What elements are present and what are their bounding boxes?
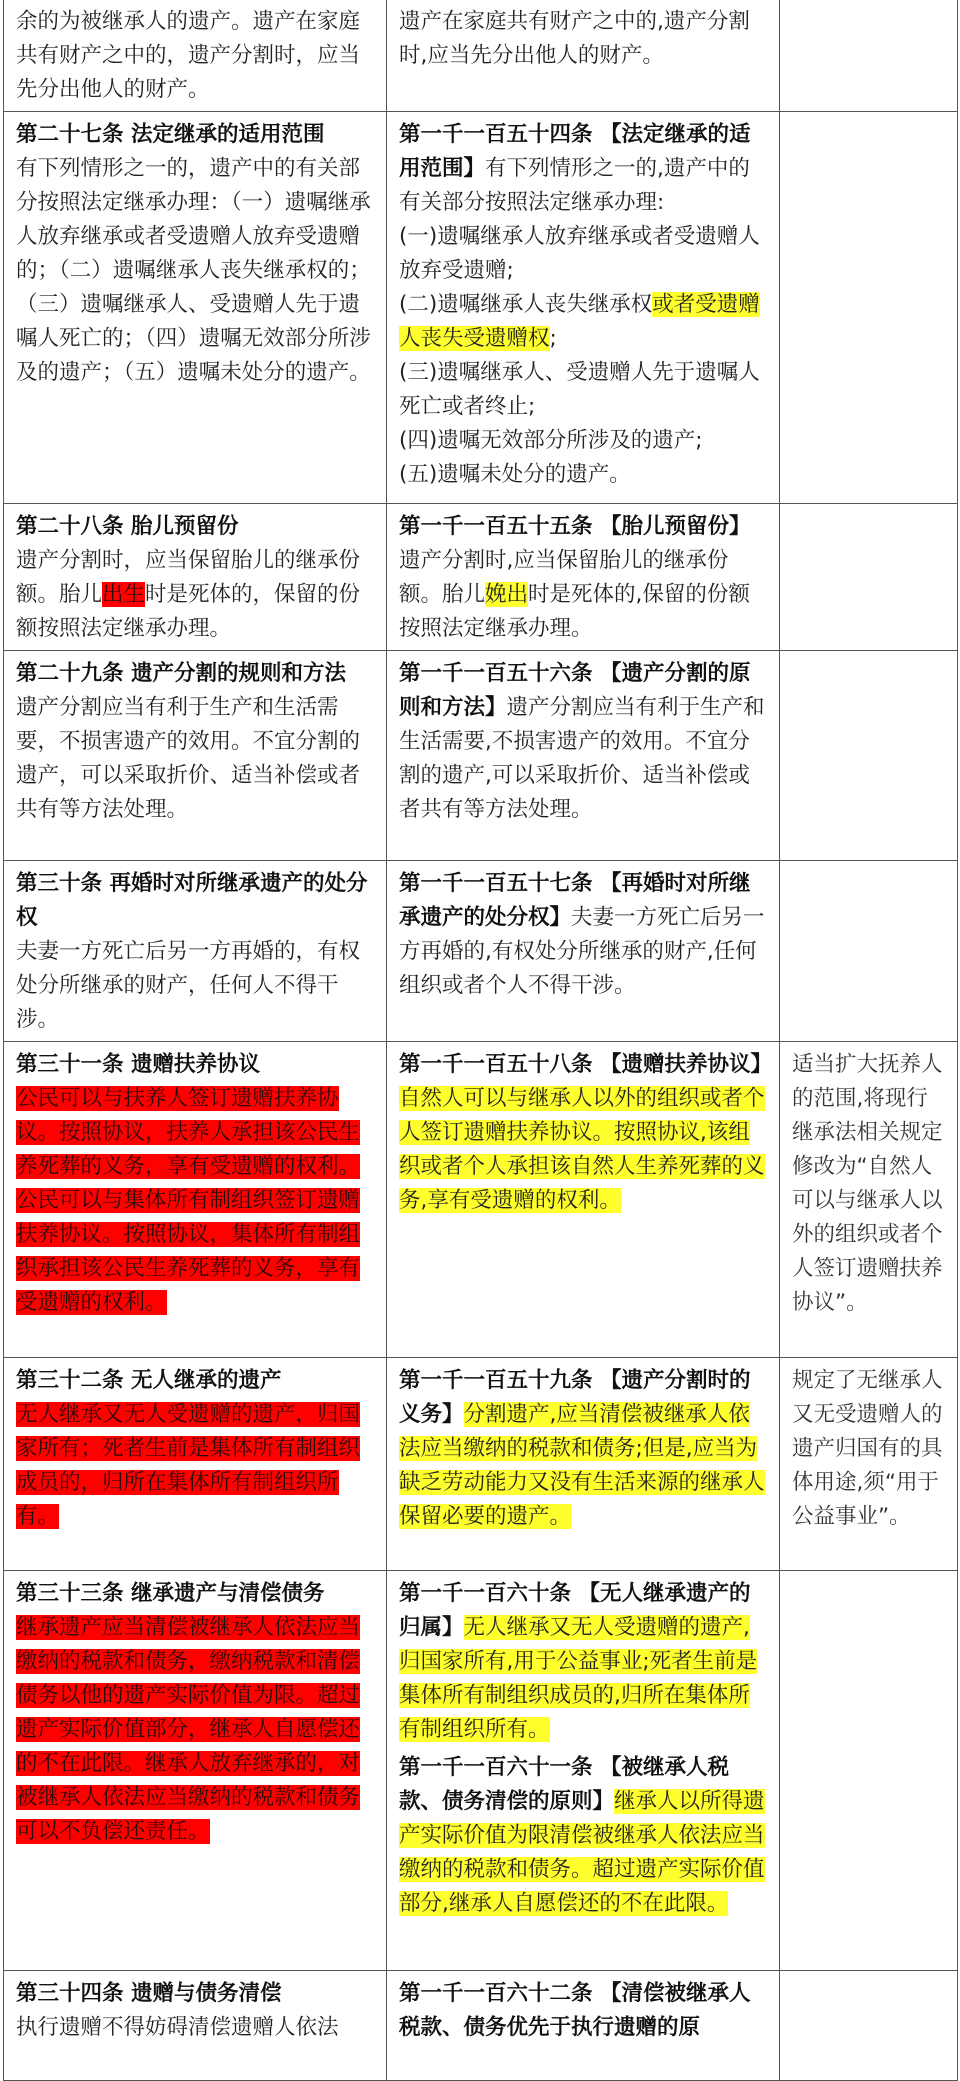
highlight-added: 自然人可以与继承人以外的组织或者个人签订遗赠扶养协议。按照协议,该组织或者个人承担该自然人生养死葬的义务,享有受遗赠的权利。	[399, 1086, 765, 1213]
note-cell	[780, 1571, 958, 1971]
old-law-cell	[4, 1971, 387, 2081]
highlight-added: 分割遗产,应当清偿被继承人依法应当缴纳的税款和债务;但是,应当为缺乏劳动能力又没有生活来源的继承人保留必要的遗产。	[399, 1402, 765, 1529]
old-article-heading: 第三十一条 遗赠扶养协议	[16, 1052, 260, 1077]
new-article-heading: 第一千一百五十九条 【遗产分割时的义务】	[399, 1368, 751, 1427]
old-article-heading: 第二十七条 法定继承的适用范围	[16, 122, 325, 147]
table-row	[4, 0, 958, 112]
table-row	[4, 861, 958, 1042]
new-law-cell	[387, 651, 780, 861]
old-law-cell: 第二十八条 胎儿预留份 遗产分割时，应当保留胎儿的继承份额。胎儿出生时是死体的，保留的份额按照法定继承办理。	[4, 504, 387, 651]
amendment-note: 适当扩大抚养人的范围,将现行继承法相关规定修改为“自然人可以与继承人以外的组织或者个人签订遗赠扶养协议”。	[792, 1052, 943, 1315]
new-article-heading: 第一千一百五十五条 【胎儿预留份】	[399, 514, 751, 539]
new-law-text: 夫妻一方死亡后另一方再婚的,有权处分所继承的财产,任何组织或者个人不得干涉。	[399, 905, 765, 998]
old-law-cell	[4, 112, 387, 504]
new-law-item: (五)遗嘱未处分的遗产。	[399, 462, 631, 487]
note-cell	[780, 1358, 958, 1571]
old-article-heading: 第三十四条 遗赠与债务清偿	[16, 1981, 282, 2006]
table-row	[4, 1571, 958, 1971]
old-law-text: 有下列情形之一的，遗产中的有关部分按照法定继承办理：（一）遗嘱继承人放弃继承或者受遗赠人放弃受遗赠的；（二）遗嘱继承人丧失继承权的；（三）遗嘱继承人、受遗赠人先于遗嘱人死亡的；（四）遗嘱无效部分所涉及的遗产；（五）遗嘱未处分的遗产。	[16, 156, 371, 385]
note-cell	[780, 1042, 958, 1358]
comparison-table	[3, 0, 958, 2081]
highlight-added: 或者受遗赠人丧失受遗赠权	[399, 292, 760, 351]
new-article-heading: 第一千一百六十一条 【被继承人税款、债务清偿的原则】	[399, 1755, 729, 1814]
note-cell	[780, 504, 958, 651]
old-law-cell	[4, 0, 387, 112]
new-law-text: 遗产在家庭共有财产之中的,遗产分割时,应当先分出他人的财产。	[399, 9, 750, 68]
old-article-heading: 第二十九条 遗产分割的规则和方法	[16, 661, 346, 686]
new-law-cell	[387, 861, 780, 1042]
table-row	[4, 1042, 958, 1358]
new-law-cell	[387, 1042, 780, 1358]
new-law-text: 遗产分割应当有利于生产和生活需要,不损害遗产的效用。不宜分割的遗产,可以采取折价、适当补偿或者共有等方法处理。	[399, 695, 765, 822]
new-article-heading: 第一千一百五十六条 【遗产分割的原则和方法】	[399, 661, 751, 720]
old-article-heading: 第三十三条 继承遗产与清偿债务	[16, 1581, 325, 1606]
new-law-item: (四)遗嘱无效部分所涉及的遗产;	[399, 428, 703, 453]
new-law-item: (二)遗嘱继承人丧失继承权或者受遗赠人丧失受遗赠权;	[399, 292, 760, 351]
highlight-removed: 继承遗产应当清偿被继承人依法应当缴纳的税款和债务，缴纳税款和清偿债务以他的遗产实际价值为限。超过遗产实际价值部分，继承人自愿偿还的不在此限。继承人放弃继承的，对被继承人依法应当缴纳的税款和债务可以不负偿还责任。	[16, 1615, 361, 1844]
highlight-added: 无人继承又无人受遗赠的遗产,归国家所有,用于公益事业;死者生前是集体所有制组织成员的,归所在集体所有制组织所有。	[399, 1615, 758, 1742]
new-law-cell	[387, 1971, 780, 2081]
table-row	[4, 112, 958, 504]
new-law-item: (一)遗嘱继承人放弃继承或者受遗赠人放弃受遗赠;	[399, 224, 760, 283]
old-law-cell	[4, 861, 387, 1042]
highlight-removed: 出生	[102, 582, 146, 607]
new-law-item: (三)遗嘱继承人、受遗赠人先于遗嘱人死亡或者终止;	[399, 360, 760, 419]
note-cell	[780, 651, 958, 861]
new-article-heading: 第一千一百五十四条 【法定继承的适用范围】	[399, 122, 751, 181]
note-cell	[780, 1971, 958, 2081]
new-law-cell	[387, 1571, 780, 1971]
table-row	[4, 1971, 958, 2081]
new-law-cell	[387, 112, 780, 504]
new-article-heading: 第一千一百六十条 【无人继承遗产的归属】	[399, 1581, 751, 1640]
new-law-cell	[387, 1358, 780, 1571]
highlight-added: 继承人以所得遗产实际价值为限清偿被继承人依法应当缴纳的税款和债务。超过遗产实际价值部分,继承人自愿偿还的不在此限。	[399, 1789, 765, 1916]
old-law-text: 执行遗赠不得妨碍清偿遗赠人依法	[16, 2015, 339, 2040]
note-cell	[780, 112, 958, 504]
note-cell	[780, 0, 958, 112]
highlight-added: 娩出	[485, 582, 529, 607]
old-law-text: 余的为被继承人的遗产。遗产在家庭共有财产之中的，遗产分割时，应当先分出他人的财产。	[16, 9, 361, 102]
new-law-cell	[387, 0, 780, 112]
old-law-cell	[4, 1042, 387, 1358]
old-law-text: 夫妻一方死亡后另一方再婚的，有权处分所继承的财产，任何人不得干涉。	[16, 939, 361, 1032]
new-law-cell: 第一千一百五十五条 【胎儿预留份】遗产分割时,应当保留胎儿的继承份额。胎儿娩出时是死体的,保留的份额按照法定继承办理。	[387, 504, 780, 651]
new-article-heading: 第一千一百五十八条 【遗赠扶养协议】	[399, 1052, 772, 1077]
old-law-cell	[4, 1358, 387, 1571]
old-article-heading: 第二十八条 胎儿预留份	[16, 514, 239, 539]
old-article-heading: 第三十二条 无人继承的遗产	[16, 1368, 282, 1393]
highlight-removed: 无人继承又无人受遗赠的遗产，归国家所有；死者生前是集体所有制组织成员的，归所在集体所有制组织所有。	[16, 1402, 361, 1529]
note-cell	[780, 861, 958, 1042]
old-law-text: 遗产分割应当有利于生产和生活需要，不损害遗产的效用。不宜分割的遗产，可以采取折价、适当补偿或者共有等方法处理。	[16, 695, 361, 822]
amendment-note: 规定了无继承人又无受遗赠人的遗产归国有的具体用途,须“用于公益事业”。	[792, 1368, 943, 1529]
new-article-heading: 第一千一百五十七条 【再婚时对所继承遗产的处分权】	[399, 871, 751, 930]
table-row	[4, 1358, 958, 1571]
table-row	[4, 504, 958, 651]
old-article-heading: 第三十条 再婚时对所继承遗产的处分权	[16, 871, 368, 930]
old-law-cell	[4, 651, 387, 861]
new-law-text: 有下列情形之一的,遗产中的有关部分按照法定继承办理:	[399, 156, 750, 215]
new-article-heading: 第一千一百六十二条 【清偿被继承人税款、债务优先于执行遗赠的原	[399, 1981, 751, 2040]
table-row	[4, 651, 958, 861]
old-law-cell	[4, 1571, 387, 1971]
highlight-removed: 公民可以与扶养人签订遗赠扶养协议。按照协议，扶养人承担该公民生养死葬的义务，享有受遗赠的权利。公民可以与集体所有制组织签订遗赠扶养协议。按照协议，集体所有制组织承担该公民生养死葬的义务，享有受遗赠的权利。	[16, 1086, 361, 1315]
